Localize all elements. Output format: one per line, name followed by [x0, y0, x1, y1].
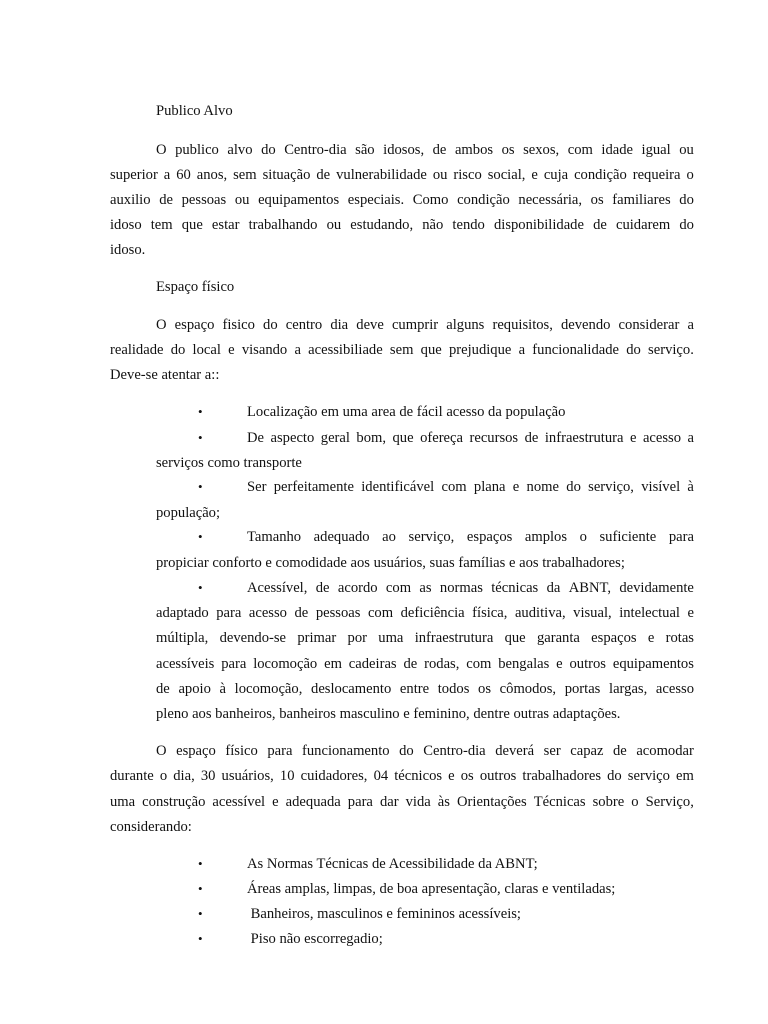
- paragraph-line: O publico alvo do Centro-dia são idosos, de ambos os sexos, com idade igual ou: [156, 142, 694, 158]
- bullet-icon: •: [198, 906, 203, 921]
- list-item-continuation: propiciar conforto e comodidade aos usuários, suas famílias e aos trabalhadores;: [156, 555, 625, 571]
- list-item-continuation: acessíveis para locomoção em cadeiras de rodas, com bengalas e outros equipamentos: [156, 656, 694, 672]
- section-heading-espaco-fisico: Espaço físico: [156, 279, 235, 295]
- list-item: Piso não escorregadio;: [247, 931, 383, 947]
- list-item: Ser perfeitamente identificável com plana e nome do serviço, visível à: [247, 479, 694, 495]
- list-item: Tamanho adequado ao serviço, espaços amplos o suficiente para: [247, 529, 694, 545]
- paragraph-line: uma construção acessível e adequada para dar vida às Orientações Técnicas sobre o Serviço,: [110, 794, 694, 810]
- bullet-icon: •: [198, 856, 203, 871]
- list-item: As Normas Técnicas de Acessibilidade da ABNT;: [247, 856, 538, 872]
- list-item-continuation: pleno aos banheiros, banheiros masculino e feminino, dentre outras adaptações.: [156, 706, 621, 722]
- bullet-icon: •: [198, 580, 203, 595]
- paragraph-line: realidade do local e visando a acessibiliade sem que prejudique a funcionalidade do serviço.: [110, 342, 694, 358]
- list-item: Áreas amplas, limpas, de boa apresentação, claras e ventiladas;: [247, 881, 616, 897]
- list-item-continuation: adaptado para acesso de pessoas com deficiência física, auditiva, visual, intelectual e: [156, 605, 694, 621]
- bullet-icon: •: [198, 430, 203, 445]
- paragraph-line: Deve-se atentar a::: [110, 367, 220, 383]
- list-item-continuation: múltipla, devendo-se primar por uma infraestrutura que garanta espaços e rotas: [156, 630, 694, 646]
- paragraph-line: O espaço físico para funcionamento do Centro-dia deverá ser capaz de acomodar: [156, 743, 694, 759]
- paragraph-line: idoso tem que estar trabalhando ou estudando, não tendo disponibilidade de cuidarem do: [110, 217, 694, 233]
- section-heading-publico-alvo: Publico Alvo: [156, 103, 233, 119]
- paragraph-line: durante o dia, 30 usuários, 10 cuidadores, 04 técnicos e os outros trabalhadores do serviço em: [110, 768, 694, 784]
- bullet-icon: •: [198, 404, 203, 419]
- bullet-icon: •: [198, 529, 203, 544]
- paragraph-line: considerando:: [110, 819, 192, 835]
- list-item: Acessível, de acordo com as normas técnicas da ABNT, devidamente: [247, 580, 694, 596]
- list-item-continuation: de apoio à locomoção, deslocamento entre todos os cômodos, portas largas, acesso: [156, 681, 694, 697]
- bullet-icon: •: [198, 931, 203, 946]
- bullet-icon: •: [198, 479, 203, 494]
- paragraph-line: auxilio de pessoas ou equipamentos especiais. Como condição necessária, os familiares do: [110, 192, 694, 208]
- list-item: Localização em uma area de fácil acesso da população: [247, 404, 566, 420]
- list-item: De aspecto geral bom, que ofereça recursos de infraestrutura e acesso a: [247, 430, 694, 446]
- paragraph-line: superior a 60 anos, sem situação de vulnerabilidade ou risco social, e cuja condição requeira o: [110, 167, 694, 183]
- list-item-continuation: serviços como transporte: [156, 455, 302, 471]
- paragraph-line: O espaço fisico do centro dia deve cumprir alguns requisitos, devendo considerar a: [156, 317, 694, 333]
- bullet-icon: •: [198, 881, 203, 896]
- paragraph-line: idoso.: [110, 242, 146, 258]
- list-item-continuation: população;: [156, 505, 221, 521]
- list-item: Banheiros, masculinos e femininos acessíveis;: [247, 906, 521, 922]
